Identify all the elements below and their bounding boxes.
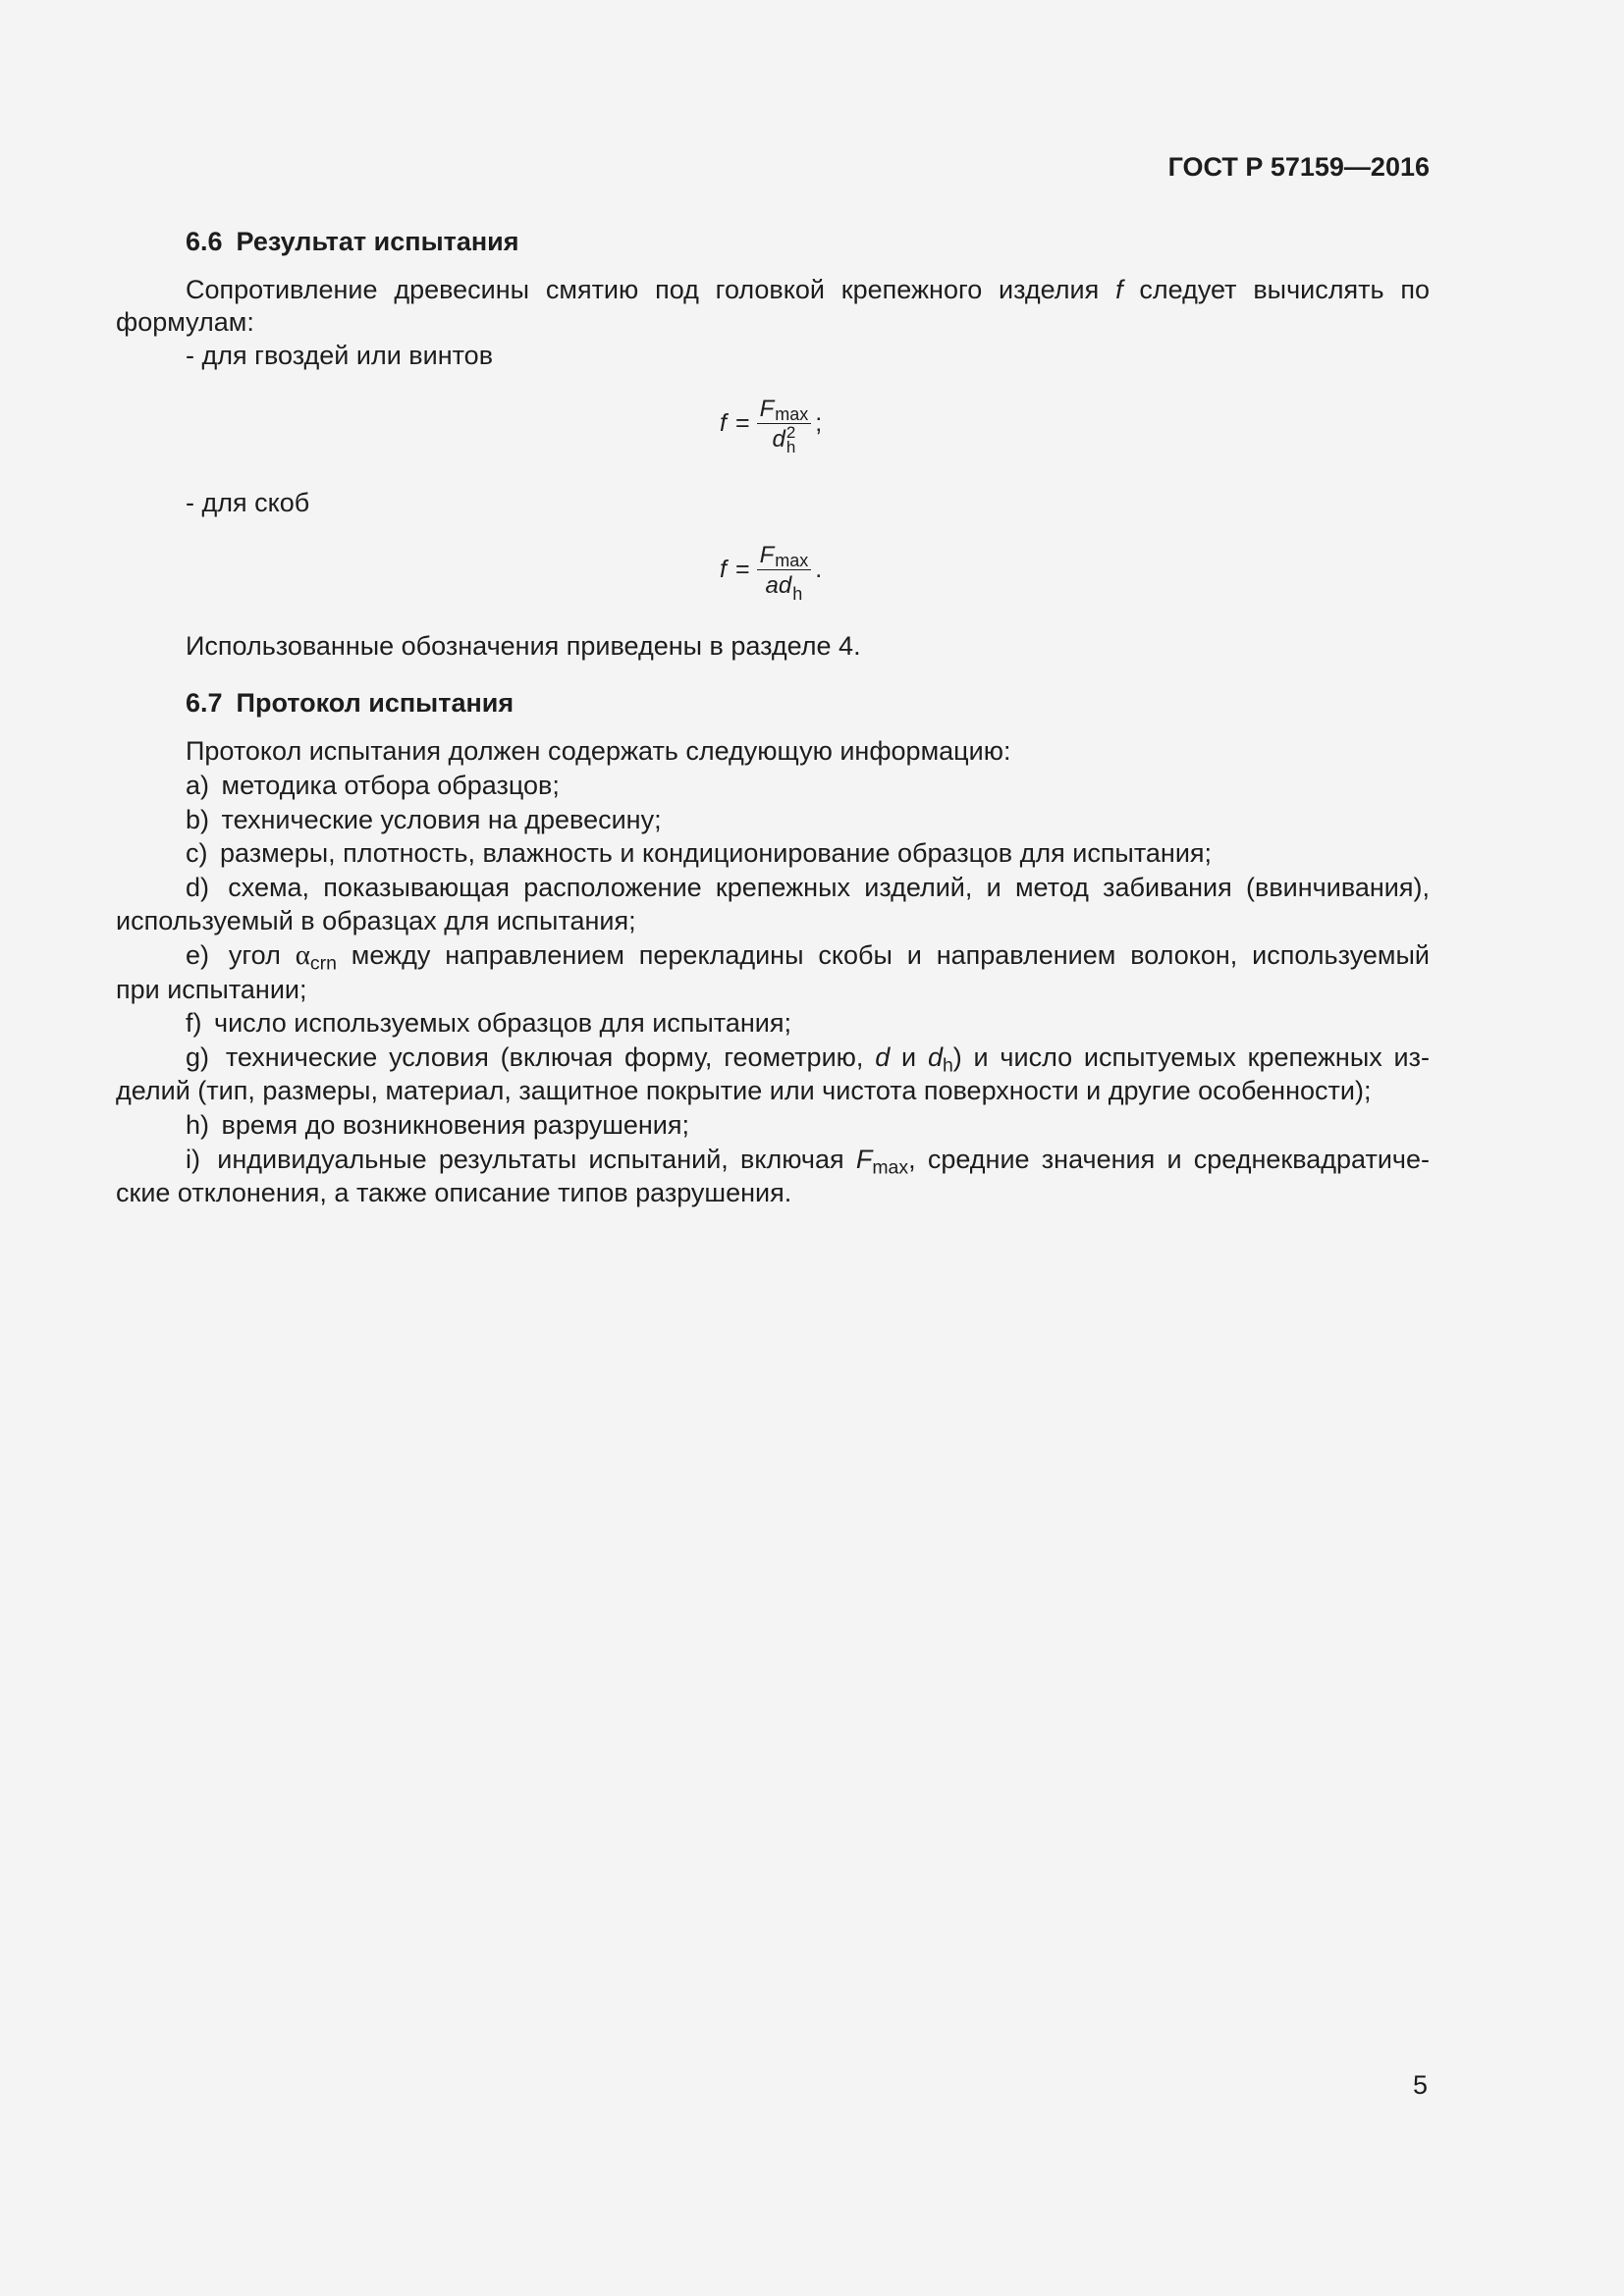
- formula-punctuation: .: [815, 556, 823, 583]
- paragraph-text: Сопротивление древесины смятию под головкой крепежного изделия: [186, 275, 1100, 304]
- section-heading-6-6: [186, 225, 519, 258]
- list-item-i-continuation: ские отклонения, а также описание типов разрушения.: [116, 1178, 792, 1208]
- alpha-subscript: crn: [309, 952, 337, 975]
- numerator-subscript: max: [775, 550, 809, 570]
- section-number: 6.6: [186, 227, 223, 256]
- formula-nails-screws: [720, 389, 822, 457]
- list-item-text: индивидуальные результаты испытаний, включая: [217, 1144, 844, 1174]
- list-item-b: [186, 803, 662, 836]
- list-item-h: [186, 1108, 689, 1142]
- list-item-i: [186, 1143, 1430, 1179]
- list-item-c: [186, 836, 1212, 870]
- alpha-symbol: α: [295, 939, 310, 971]
- formula-lhs: f: [720, 556, 727, 583]
- variable-d-h: d: [927, 1041, 943, 1072]
- paragraph-line: [186, 273, 1430, 306]
- paragraph-line: формулам:: [116, 307, 254, 337]
- list-item-g: [186, 1041, 1430, 1077]
- list-item-text: технические условия (включая форму, геометрию,: [225, 1041, 864, 1072]
- denominator: [757, 424, 812, 457]
- variable-d: d: [875, 1041, 891, 1072]
- list-item-text: между направлением перекладины скобы и направлением волокон, используемый: [351, 940, 1430, 970]
- section-number: 6.7: [186, 688, 223, 718]
- denominator-subscript: h: [785, 437, 796, 456]
- case-nails-screws: - для гвоздей или винтов: [186, 341, 494, 370]
- list-item-label: b): [186, 804, 210, 834]
- list-item-text: , средние значения и среднеквадратиче-: [908, 1144, 1430, 1174]
- section-heading-6-7: [186, 686, 514, 720]
- list-item-d-continuation: используемый в образцах для испытания;: [116, 906, 636, 936]
- equals-sign: =: [734, 556, 750, 583]
- list-item-label: a): [186, 771, 210, 800]
- numerator-variable: F: [759, 541, 775, 568]
- section-title: Протокол испытания: [236, 688, 514, 718]
- numerator: [757, 389, 812, 424]
- variable-subscript: h: [942, 1054, 953, 1077]
- list-item-text: технические условия на древесину;: [221, 804, 662, 834]
- fraction: [757, 535, 812, 604]
- case-staples: - для скоб: [186, 488, 310, 517]
- fraction: [757, 389, 812, 457]
- list-item-e-continuation: при испытании;: [116, 974, 307, 1004]
- list-item-label: e): [186, 940, 210, 970]
- list-item-text: число используемых образцов для испытания;: [214, 1008, 791, 1039]
- numerator-subscript: max: [775, 403, 809, 424]
- list-item-a: [186, 769, 560, 802]
- notation-note: Использованные обозначения приведены в разделе 4.: [186, 631, 861, 661]
- list-item-text: ) и число испытуемых крепежных из-: [952, 1041, 1430, 1072]
- numerator-variable: F: [759, 395, 775, 422]
- formula-lhs: f: [720, 409, 727, 437]
- numerator: [757, 535, 812, 570]
- list-item-label: f): [186, 1008, 202, 1039]
- list-item-label: i): [186, 1144, 200, 1174]
- page-number: 5: [1412, 2070, 1428, 2100]
- list-item-text: размеры, плотность, влажность и кондиционирование образцов для испытания;: [220, 838, 1213, 869]
- list-item-text: время до возникновения разрушения;: [221, 1110, 690, 1140]
- list-item-text: схема, показывающая расположение крепежных изделий, и метод забивания (ввинчивания),: [228, 872, 1430, 902]
- document-code: ГОСТ Р 57159—2016: [1167, 152, 1430, 182]
- protocol-intro: Протокол испытания должен содержать следующую информацию:: [186, 736, 1011, 766]
- list-item-text: угол: [228, 940, 281, 970]
- denominator-superscript: 2: [785, 422, 796, 442]
- denominator-subscript: h: [792, 583, 803, 604]
- list-item-label: c): [186, 838, 208, 869]
- list-item-f: [186, 1006, 791, 1040]
- equals-sign: =: [734, 409, 750, 437]
- list-item-label: g): [186, 1041, 210, 1072]
- denominator: [757, 570, 812, 604]
- list-item-label: h): [186, 1110, 210, 1140]
- denominator-variable: ad: [765, 571, 792, 599]
- formula-staples: [720, 535, 822, 604]
- variable-f: f: [1115, 275, 1123, 304]
- list-item-d: [186, 871, 1430, 904]
- list-item-text: методика отбора образцов;: [221, 771, 560, 800]
- section-title: Результат испытания: [236, 227, 519, 256]
- list-item-g-continuation: делий (тип, размеры, материал, защитное покрытие или чистота поверхности и другие особенности);: [116, 1076, 1372, 1106]
- list-item-e: [186, 938, 1430, 975]
- list-item-label: d): [186, 872, 210, 902]
- denominator-variable: d: [772, 425, 785, 453]
- formula-punctuation: ;: [815, 409, 823, 437]
- conjunction: и: [901, 1041, 917, 1072]
- variable-subscript: max: [872, 1156, 909, 1179]
- denominator-indices: [785, 422, 796, 456]
- paragraph-text: следует вычислять по: [1139, 275, 1430, 304]
- variable-f-max: F: [855, 1144, 873, 1174]
